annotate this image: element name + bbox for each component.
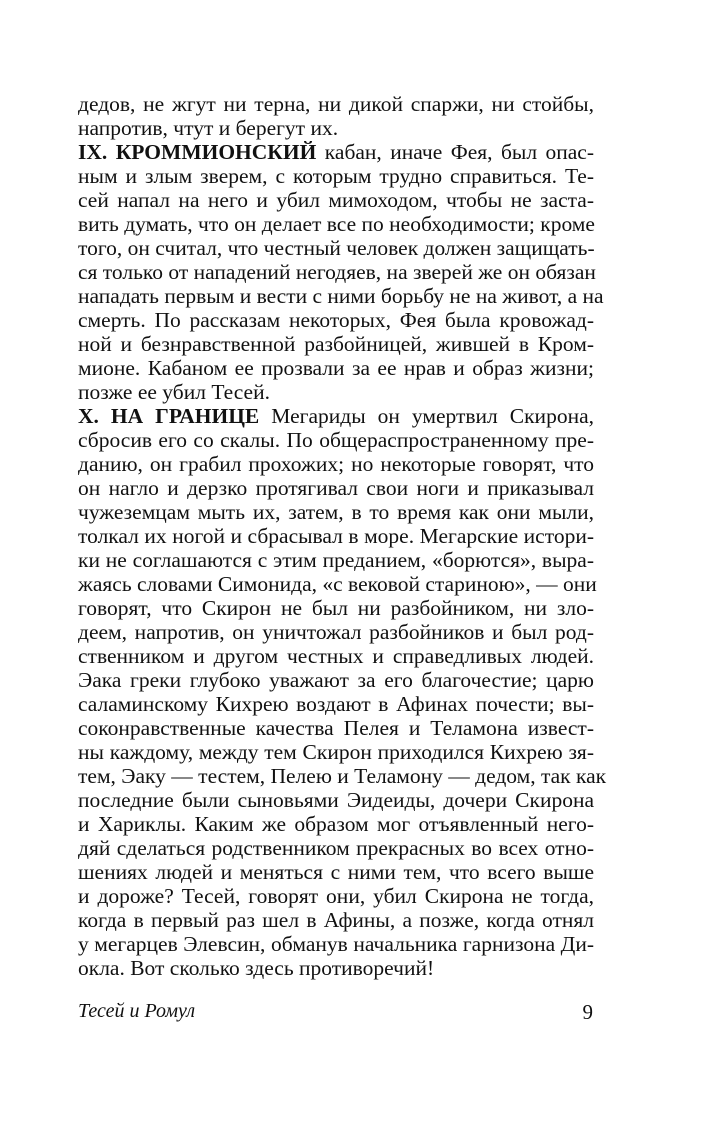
text-line: окла. Вот сколько здесь противоречий!	[78, 956, 435, 980]
text-fragment: Мегариды он умертвил Скирона,	[259, 404, 594, 428]
section-heading: X. НА ГРАНИЦЕ	[78, 404, 260, 428]
text-line: саламинскому Кихрею воздают в Афинах почести; вы-	[78, 692, 594, 716]
text-line: ным и злым зверем, с которым трудно справиться. Те-	[78, 164, 594, 188]
text-line: данию, он грабил прохожих; но некоторые говорят, что	[78, 452, 594, 476]
text-line: жаясь словами Симонида, «с вековой стариною», — они	[78, 572, 597, 596]
section-heading: IX. КРОММИОНСКИЙ	[78, 140, 317, 164]
text-line: сбросив его со скалы. По общераспространенному пре-	[78, 428, 594, 452]
text-line: ся только от нападений негодяев, на зверей же он обязан	[78, 260, 596, 284]
text-line: когда в первый раз шел в Афины, а позже, когда отнял	[78, 908, 594, 932]
text-line: у мегарцев Элевсин, обманув начальника гарнизона Ди-	[78, 932, 594, 956]
text-line: и дороже? Тесей, говорят они, убил Скирона не тогда,	[78, 884, 594, 908]
text-line: он нагло и дерзко протягивал свои ноги и приказывал	[78, 476, 594, 500]
text-line: ки не соглашаются с этим преданием, «борются», выра-	[78, 548, 594, 572]
text-line: дяй сделаться родственником прекрасных во всех отно-	[78, 836, 594, 860]
text-line: чужеземцам мыть их, затем, в то время как они мыли,	[78, 500, 594, 524]
text-line: того, он считал, что честный человек должен защищать-	[78, 236, 595, 260]
text-line: деем, напротив, он уничтожал разбойников и был род-	[78, 620, 594, 644]
text-line: соконравственные качества Пелея и Теламона извест-	[78, 716, 594, 740]
text-line: позже ее убил Тесей.	[78, 380, 270, 404]
text-line: ны каждому, между тем Скирон приходился Кихрею зя-	[78, 740, 594, 764]
text-fragment: кабан, иначе Фея, был опас-	[316, 140, 594, 164]
text-line: смерть. По рассказам некоторых, Фея была кровожад-	[78, 308, 594, 332]
text-line: последние были сыновьями Эидеиды, дочери Скирона	[78, 788, 594, 812]
text-line: дедов, не жгут ни терна, ни дикой спаржи, ни стойбы,	[78, 92, 594, 116]
text-line: ной и безнравственной разбойницей, жившей в Кром-	[78, 332, 594, 356]
text-line: толкал их ногой и сбрасывал в море. Мегарские истори-	[78, 524, 594, 548]
text-line: сей напал на него и убил мимоходом, чтобы не заста-	[78, 188, 594, 212]
text-line: тем, Эаку — тестем, Пелею и Теламону — дедом, так как	[78, 764, 607, 788]
page-number: 9	[582, 1000, 593, 1024]
text-line: напротив, чтут и берегут их.	[78, 116, 339, 140]
section-heading-line	[78, 404, 594, 428]
text-line: нападать первым и вести с ними борьбу не на живот, а на	[78, 284, 604, 308]
text-line: мионе. Кабаном ее прозвали за ее нрав и образ жизни;	[78, 356, 594, 380]
running-footer-title: Тесей и Ромул	[78, 1000, 196, 1022]
text-line: ственником и другом честных и справедливых людей.	[78, 644, 594, 668]
text-line: шениях людей и меняться с ними тем, что всего выше	[78, 860, 594, 884]
text-line: говорят, что Скирон не был ни разбойником, ни зло-	[78, 596, 594, 620]
text-line: и Хариклы. Каким же образом мог отъявленный него-	[78, 812, 594, 836]
section-heading-line	[78, 140, 594, 164]
text-line: Эака греки глубоко уважают за его благочестие; царю	[78, 668, 594, 692]
text-line: вить думать, что он делает все по необходимости; кроме	[78, 212, 595, 236]
